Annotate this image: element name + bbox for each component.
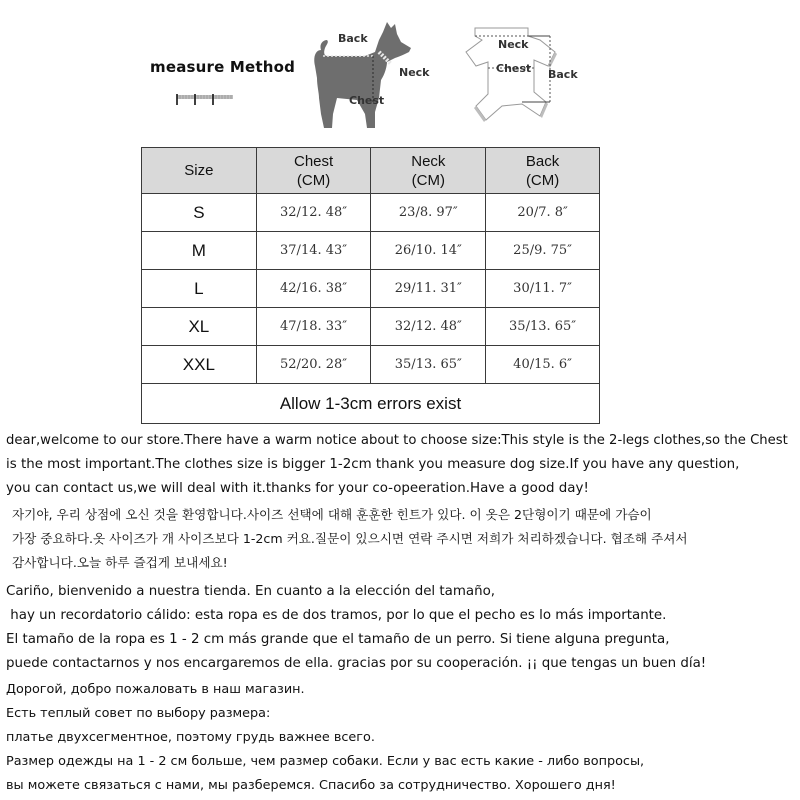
chest-cell: 32/12. 48″ [256, 194, 371, 232]
neck-cell: 29/11. 31″ [371, 270, 486, 308]
back-cell: 25/9. 75″ [486, 232, 600, 270]
notice-line: Cariño, bienvenido a nuestra tienda. En cuanto a la elección del tamaño, [6, 584, 496, 599]
table-footer-row [142, 384, 600, 424]
dog-neck-label: Neck [399, 66, 430, 79]
notice-english [6, 429, 788, 501]
tolerance-note: Allow 1-3cm errors exist [142, 384, 600, 424]
chest-cell: 42/16. 38″ [256, 270, 371, 308]
notice-line: puede contactarnos y nos encargaremos de ella. gracias por su cooperación. ¡¡ que tengas un buen día! [6, 656, 707, 671]
garment-chest-label: Chest [496, 62, 532, 75]
notice-line: Дорогой, добро пожаловать в наш магазин. [6, 682, 305, 697]
size-cell: L [142, 270, 257, 308]
notice-line: El tamaño de la ropa es 1 - 2 cm más grande que el tamaño de un perro. Si tiene alguna pregunta, [6, 632, 670, 647]
chest-cell: 52/20. 28″ [256, 346, 371, 384]
table-row [142, 232, 600, 270]
column-header-back [486, 148, 600, 194]
size-cell: XXL [142, 346, 257, 384]
neck-cell: 32/12. 48″ [371, 308, 486, 346]
column-header-unit: (CM) [411, 171, 445, 189]
column-header-label: Size [184, 162, 214, 179]
column-header-unit: (CM) [296, 171, 331, 189]
dog-chest-label: Chest [349, 94, 385, 107]
neck-cell: 35/13. 65″ [371, 346, 486, 384]
size-chart-table [141, 147, 600, 424]
dog-measure-figure [305, 18, 445, 133]
notice-line: dear,welcome to our store.There have a warm notice about to choose size:This style is the 2-legs clothes,so the Chest [6, 433, 788, 448]
ruler-icon [176, 92, 234, 106]
chest-cell: 37/14. 43″ [256, 232, 371, 270]
notice-korean [12, 503, 688, 575]
notice-line: 자기야, 우리 상점에 오신 것을 환영합니다.사이즈 선택에 대해 훈훈한 힌트가 있다. 이 옷은 2단형이기 때문에 가슴이 [12, 507, 652, 522]
garment-back-label: Back [548, 68, 578, 81]
back-cell: 20/7. 8″ [486, 194, 600, 232]
notice-line: Есть теплый совет по выбору размера: [6, 706, 271, 721]
size-cell: XL [142, 308, 257, 346]
back-cell: 40/15. 6″ [486, 346, 600, 384]
notice-line: hay un recordatorio cálido: esta ropa es de dos tramos, por lo que el pecho es lo más importante. [6, 608, 667, 623]
notice-line: is the most important.The clothes size is bigger 1-2cm thank you measure dog size.If you have any question, [6, 457, 740, 472]
notice-line: 가장 중요하다.옷 사이즈가 개 사이즈보다 1-2cm 커요.질문이 있으시면 연락 주시면 저희가 처리하겠습니다. 협조해 주셔서 [12, 531, 688, 546]
column-header-unit: (CM) [525, 171, 560, 189]
back-cell: 35/13. 65″ [486, 308, 600, 346]
garment-neck-label: Neck [498, 38, 529, 51]
garment-measure-figure [460, 20, 585, 130]
column-header-chest [256, 148, 371, 194]
neck-cell: 23/8. 97″ [371, 194, 486, 232]
notice-russian [6, 678, 644, 798]
column-header-label: Back [525, 152, 560, 170]
notice-spanish [6, 580, 706, 676]
notice-line: you can contact us,we will deal with it.thanks for your co-opeeration.Have a good day! [6, 481, 589, 496]
size-cell: S [142, 194, 257, 232]
column-header-label: Chest [294, 152, 334, 170]
column-header-neck [371, 148, 486, 194]
notice-line: платье двухсегментное, поэтому грудь важнее всего. [6, 730, 375, 745]
notice-line: вы можете связаться с нами, мы разберемся. Спасибо за сотрудничество. Хорошего дня! [6, 778, 616, 793]
measure-method-title: measure Method [150, 58, 296, 76]
column-header-label: Neck [411, 152, 446, 170]
table-row [142, 194, 600, 232]
table-row [142, 270, 600, 308]
table-row [142, 308, 600, 346]
dog-back-label: Back [338, 32, 368, 45]
table-header-row [142, 148, 600, 194]
back-cell: 30/11. 7″ [486, 270, 600, 308]
notice-line: 감사합니다.오늘 하루 즐겁게 보내세요! [12, 555, 228, 570]
neck-cell: 26/10. 14″ [371, 232, 486, 270]
chest-cell: 47/18. 33″ [256, 308, 371, 346]
notice-line: Размер одежды на 1 - 2 см больше, чем размер собаки. Если у вас есть какие - либо вопросы, [6, 754, 645, 769]
table-row [142, 346, 600, 384]
column-header-size [142, 148, 257, 194]
size-cell: M [142, 232, 257, 270]
